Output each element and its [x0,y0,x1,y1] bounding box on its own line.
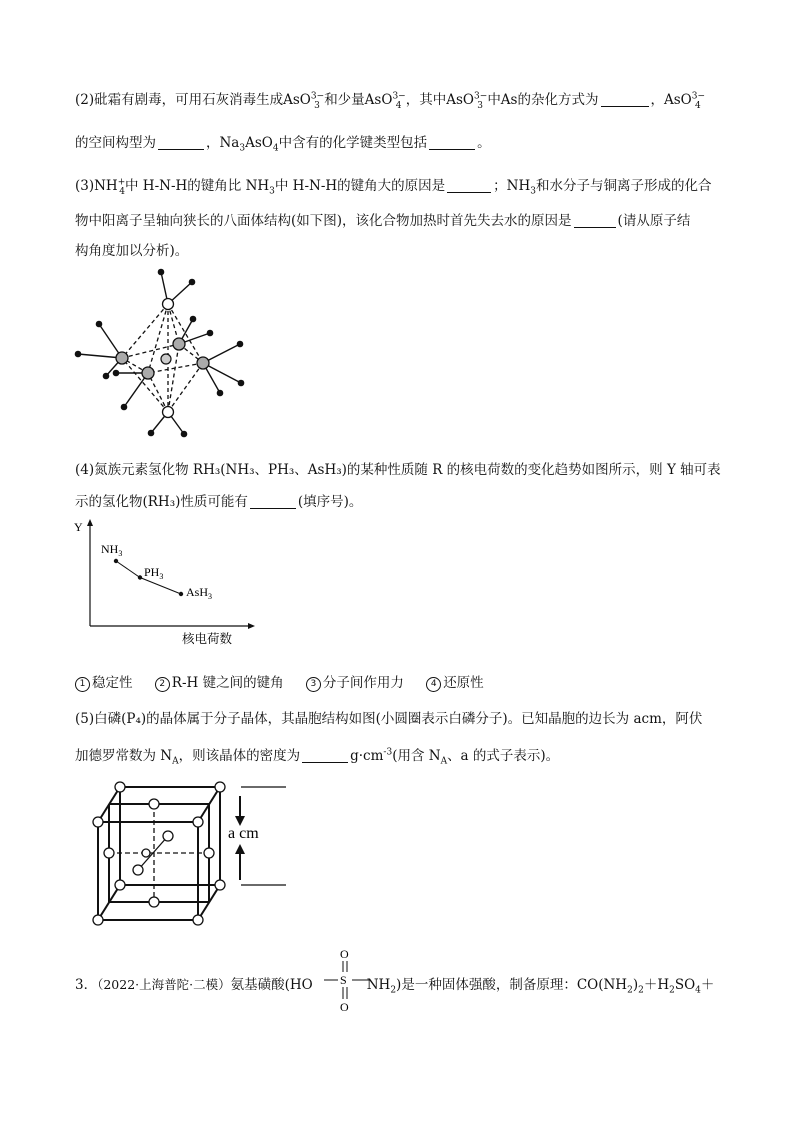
answer-blank[interactable] [250,494,296,509]
option-3 [306,671,404,692]
unit-cell-figure [86,780,296,930]
point-label-nh3: $NH_3$ [101,542,123,558]
answer-blank[interactable] [601,92,649,107]
q3-text: 中 H-N-H的键角大的原因是 [274,178,446,194]
octahedral-complex-figure [70,262,250,442]
q6-text: ＋H [643,977,670,993]
question-number: 3． [75,977,98,993]
q3-line3 [75,239,188,259]
q2-text: ，AsO [650,92,692,108]
q5-text: (用含 N [392,748,441,764]
q5-line2 [75,744,560,767]
y-axis-arrow [87,519,93,526]
sulfamic-acid-structure [322,944,372,1016]
subscript: 4 [272,143,279,154]
q6-text: ＋ [700,977,715,993]
subscript: 3 [530,186,536,197]
question-source: （2022·上海普陀·二模） [97,977,231,992]
subscript: 3 [269,186,275,197]
q6-text: )是一种固体强酸，制备原理：CO(NH [396,977,628,993]
answer-blank[interactable] [302,748,348,763]
option-number: 3 [306,677,321,692]
q6-text: ) [632,977,639,993]
q6-text: 氨基磺酸(HO [230,977,313,993]
ion-subscript: 4 [395,100,402,111]
y-axis-label: Y [74,520,83,534]
sulfur: S [340,973,347,987]
q3-line2 [75,209,690,229]
q5-line1 [75,707,702,727]
data-point-2 [179,592,183,596]
option-2 [155,671,284,692]
edge-length-label: a cm [228,825,259,842]
ion-charge: 3− [392,91,406,102]
question-3-line [75,973,715,996]
q6-text: SO [674,977,696,993]
ion-charge: + [117,177,126,188]
answer-blank[interactable] [429,135,475,150]
q4-line1 [75,458,721,478]
point-label-ash3: AsH$_3$ [186,585,213,601]
q4-text: (4)氮族元素氢化物 RH₃(NH₃、PH₃、AsH₃)的某种性质随 R 的核电荷数的变化趋势如图所示，则 Y 轴可表 [75,462,721,478]
q4-text: 示的氢化物(RH₃)性质可能有 [75,494,248,510]
q3-text: 和水分子与铜离子形成的化合 [536,178,712,194]
answer-blank[interactable] [158,135,204,150]
q4-line2 [75,490,362,510]
subscript: 2 [627,985,633,996]
q2-text: ，Na [206,135,240,151]
ion-charge: 3− [310,91,325,102]
data-point-1 [138,575,142,579]
subscript: 2 [638,985,644,996]
option-number: 1 [75,677,90,692]
option-1 [75,671,133,692]
q2-text: 。 [477,135,491,151]
q5-text: g·cm [350,748,384,764]
option-text: 还原性 [443,675,484,691]
q3-text: 构角度加以分析)。 [75,243,189,259]
subscript: 3 [239,143,246,154]
option-number: 2 [155,677,170,692]
q5-text: (5)白磷(P₄)的晶体属于分子晶体，其晶胞结构如图(小圆圈表示白磷分子)。已知晶胞的边长为 acm，阿伏 [75,711,703,727]
option-text: 稳定性 [92,675,133,691]
q2-text: 的空间构型为 [75,135,156,151]
q5-text: 、a 的式子表示)。 [447,748,560,764]
q4-options [75,671,502,692]
q2-line2 [75,131,491,154]
option-number: 4 [426,677,441,692]
option-4 [426,671,484,692]
answer-blank[interactable] [447,178,491,193]
data-point-0 [114,559,118,563]
trend-chart [70,518,260,648]
q5-text: ，则该晶体的密度为 [178,748,301,764]
q5-text: 加德罗常数为 N [75,748,173,764]
subscript: 2 [669,985,675,996]
q3-line1 [75,174,712,197]
ion-charge: 3− [474,91,488,102]
subscript: 2 [390,985,397,996]
q2-text: ，其中AsO [405,92,474,108]
q2-text: 中含有的化学键类型包括 [278,135,428,151]
q2-text: 中As的杂化方式为 [487,92,599,108]
ion-subscript: 3 [477,100,484,111]
option-text: R-H 键之间的键角 [171,675,284,691]
ion-subscript: 3 [314,100,320,111]
oxygen-bottom: O [340,1000,349,1014]
q2-text: (2)砒霜有剧毒，可用石灰消毒生成AsO [75,92,311,108]
q3-text: (请从原子结 [617,213,691,229]
ion-subscript: 4 [119,186,125,197]
q3-text: 物中阳离子呈轴向狭长的八面体结构(如下图)，该化合物加热时首先失去水的原因是 [75,213,572,229]
oxygen-top: O [340,947,349,961]
q3-text: ；NH [493,178,531,194]
q2-line1 [75,88,706,111]
subscript: A [440,756,448,767]
q2-text: 和少量AsO [324,92,393,108]
subscript: 4 [695,985,701,996]
point-label-ph3: $PH_3$ [144,565,164,581]
superscript: -3 [383,747,393,758]
q6-text: NH [366,977,391,993]
x-axis-arrow [248,623,255,629]
answer-blank[interactable] [574,213,616,228]
x-axis-label: 核电荷数 [182,632,233,646]
q3-text: (3)NH [75,178,118,194]
q2-text: AsO [245,135,273,151]
subscript: A [172,756,179,767]
ion-subscript: 4 [695,100,701,111]
ion-charge: 3− [691,91,706,102]
option-text: 分子间作用力 [322,675,404,691]
q3-text: 中 H-N-H的键角比 NH [125,178,270,194]
q4-text: (填序号)。 [297,494,363,510]
